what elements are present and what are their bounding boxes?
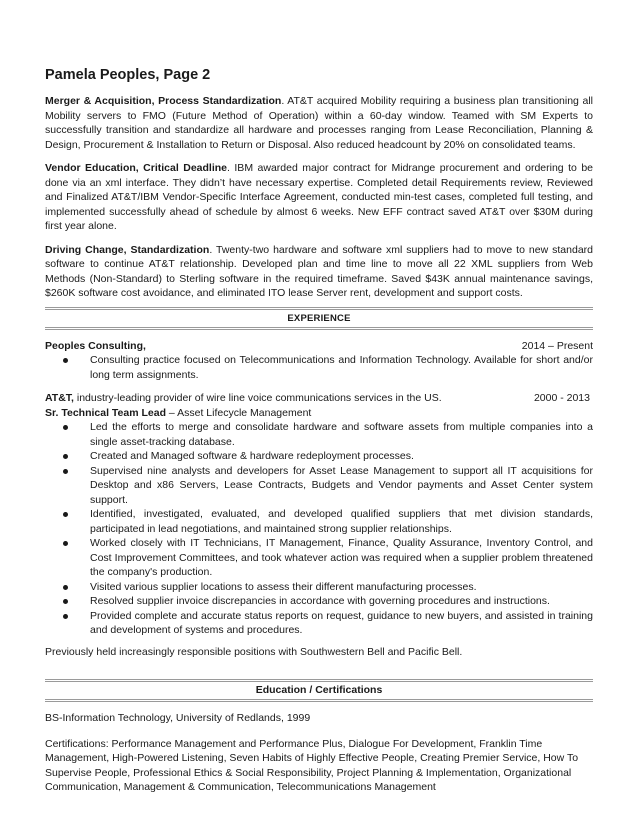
list-item: Supervised nine analysts and developers for Asset Lease Management to support all IT acquisitions for Desktop and x86 Servers, Lease Contracts, Budgets and Vendor payments and Asset Center system support. bbox=[90, 464, 593, 506]
list-item: Worked closely with IT Technicians, IT Management, Finance, Quality Assurance, Inventory Control, and Cost Improvement Committees, and took whatever action was required when a supplier problem threatened the company's production. bbox=[90, 537, 593, 578]
company-description: industry-leading provider of wire line voice communications services in the US. bbox=[73, 392, 442, 404]
achievement-vendor-education bbox=[45, 161, 593, 234]
achievement-merger bbox=[45, 94, 593, 152]
role-title: Sr. Technical Team Lead bbox=[45, 406, 166, 419]
list-item: Visited various supplier locations to assess their different manufacturing processes. bbox=[90, 580, 593, 595]
job-header-peoples bbox=[45, 339, 593, 354]
role-description: – Asset Lifecycle Management bbox=[166, 406, 312, 419]
achievement-text: . AT&T acquired Mobility requiring a business plan transitioning all Mobility servers to FMO (Future Method of Operation) within a 60-day window. Teamed with SM Experts to successfully transition and standardize all hardware and processes ranging from Lease Reconciliation, Planning & Design, Procurement & Installation to Return or Disposal. Also reduced headcount by 20% on consolidated teams. bbox=[45, 95, 593, 151]
achievement-text: . IBM awarded major contract for Midrange procurement and ordering to be done via an xml interface. They didn’t have necessary expertise. Completed detail Requirements review, Reviewed and Finalized AT&T/IBM Vendor-Specific Interface Agreement, conducted min-test cases, completed full testing, and implemented successfully ahead of schedule by almost 6 weeks. New EFF contract saved AT&T over $30M during first year alone. bbox=[45, 162, 594, 232]
company-name: Peoples Consulting, bbox=[45, 339, 146, 352]
achievement-heading: Vendor Education, Critical Deadline bbox=[45, 162, 228, 174]
job-bullets-att bbox=[45, 420, 593, 638]
list-item: Resolved supplier invoice discrepancies in accordance with governing procedures and instructions. bbox=[90, 594, 593, 609]
list-item: Identified, investigated, evaluated, and developed qualified suppliers that met division standards, participated in lead negotiations, and maintained strong supplier relationships. bbox=[90, 508, 593, 535]
previous-positions: Previously held increasingly responsible positions with Southwestern Bell and Pacific Bell. bbox=[45, 645, 463, 658]
achievement-heading: Merger & Acquisition, Process Standardization bbox=[45, 95, 282, 107]
education-section-heading bbox=[45, 679, 593, 702]
experience-section-heading bbox=[45, 307, 593, 330]
achievement-text: . Twenty-two hardware and software xml suppliers had to move to new standard software to continue AT&T relationship. Developed plan and time line to move all 22 XML suppliers from Web Methods (Non-Standard) to Sterling software in the required timeframe. Saved $43K annual maintenance savings, $260K software cost avoidance, and eliminated ITO lease Server rent, development and support costs. bbox=[45, 243, 594, 299]
experience-heading-text: EXPERIENCE bbox=[287, 312, 351, 324]
page-title: Pamela Peoples, Page 2 bbox=[45, 67, 211, 83]
job-bullets-peoples bbox=[45, 353, 593, 382]
company-name: AT&T, bbox=[45, 392, 74, 404]
certifications: Certifications: Performance Management and Performance Plus, Dialogue For Development, Franklin Time Management, High-Powered Listening, Seven Habits of Highly Effective People, Creating Premier Service, How To Supervise People, Professional Ethics & Social Responsibility, Project Planning & Implementation, Organizational Communication, Management & Communication, Telecommunications Management bbox=[45, 737, 579, 793]
resume-content bbox=[45, 66, 593, 795]
list-item: Created and Managed software & hardware redeployment processes. bbox=[90, 449, 593, 464]
list-item: Provided complete and accurate status reports on request, guidance to new buyers, and assisted in training and development of systems and procedures. bbox=[90, 609, 593, 636]
education-heading-text: Education / Certifications bbox=[255, 684, 383, 696]
job-dates: 2014 – Present bbox=[521, 339, 593, 352]
list-item: Led the efforts to merge and consolidate hardware and software assets from multiple companies into a single asset-tracking database. bbox=[90, 421, 593, 448]
degree: BS-Information Technology, University of Redlands, 1999 bbox=[45, 712, 311, 724]
achievement-heading: Driving Change, Standardization bbox=[45, 243, 210, 256]
job-dates: 2000 - 2013 bbox=[533, 392, 590, 404]
job-role bbox=[45, 406, 593, 421]
list-item: Consulting practice focused on Telecommunications and Information Technology. Available for short and/or long term assignments. bbox=[90, 354, 593, 381]
job-header-att bbox=[45, 391, 593, 406]
achievement-driving-change bbox=[45, 243, 593, 301]
